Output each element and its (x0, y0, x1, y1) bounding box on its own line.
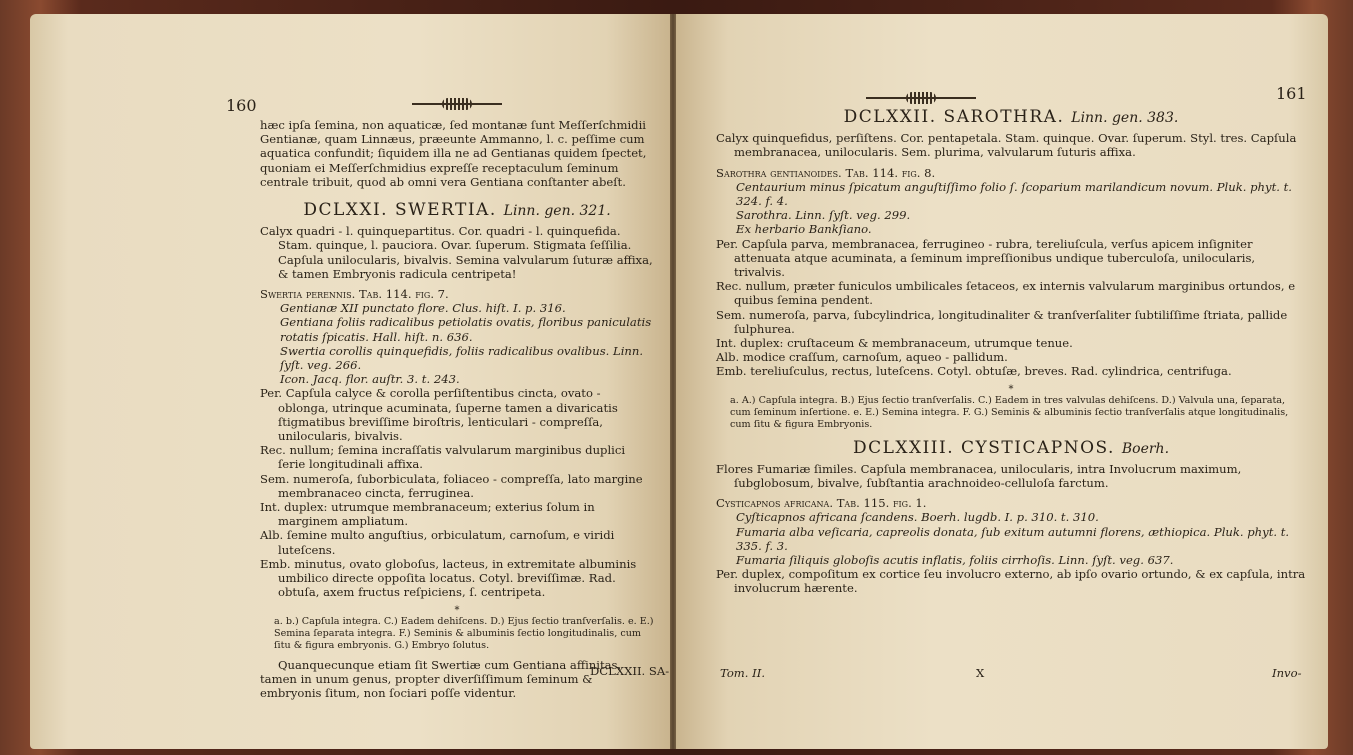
integument-description: Int. duplex: utrumque membranaceum; exterius ſolum in marginem ampliatum. (260, 500, 595, 529)
ornament-right (866, 92, 976, 104)
ornament-left (412, 98, 502, 110)
heading-title: DCLXXIII. CYSTICAPNOS. (852, 437, 1115, 458)
synonym: Sarothra. Linn. ſyſt. veg. 299. (736, 208, 911, 223)
synonym: Fumaria alba veſicaria, capreolis donata, ſub exitum autumni florens, æthiopica. Pluk. phyt. t. 335. f. 3. (736, 524, 1290, 553)
synonym: Cyſticapnos africana ſcandens. Boerh. lugdb. I. p. 310. t. 310. (736, 510, 1099, 525)
catchword: DCLXXII. SA- (590, 664, 670, 678)
species-name: Cysticapnos africana. (716, 496, 834, 511)
species-tab: Tab. 115. fig. 1. (836, 496, 927, 511)
seed-description: Sem. numeroſa, ſuborbiculata, foliaceo - compreſſa, lato margine membranaceo cincta, ferruginea. (260, 471, 643, 500)
albumen-description: Alb. modice craſſum, carnoſum, aqueo - pallidum. (716, 350, 1008, 365)
pericarp-description: Per. Capſula calyce & corolla perſiſtentibus cincta, ovato - oblonga, utrinque acuminata, ſuperne tamen a divaricatis ſtigmatibus breviſſime biroſtris, lenticulari - compreſſa, unilocularis, bivalvis. (260, 386, 618, 444)
heading-reference: Boerh. (1121, 440, 1170, 457)
synonym: Gentianæ XII punctato flore. Clus. hiſt. I. p. 316. (280, 301, 566, 316)
separator-asterisk: * (1008, 383, 1014, 395)
embryo-description: Emb. minutus, ovato globoſus, lacteus, in extremitate albuminis umbilico directe oppoſita locatus. Cotyl. breviſſimæ. Rad. obtuſa, axem fructus reſpiciens, ſ. centripeta. (260, 556, 637, 600)
right-text-block (716, 107, 1306, 596)
pericarp-description: Per. duplex, compoſitum ex cortice ſeu involucro externo, ab ipſo ovario ortundo, & ex capſula, intra involucrum hærente. (716, 567, 1306, 596)
closing-paragraph: Quanquecunque etiam ſit Swertiæ cum Gentiana affinitas, tamen in unum genus, propter diverſiſſimum ſeminum & embryonis ſitum, non ſociari poſſe videntur. (260, 657, 622, 700)
synonym: Swertia corollis quinquefidis, foliis radicalibus ovalibus. Linn. ſyſt. veg. 266. (280, 343, 644, 373)
figure-notes: a. A.) Capſula integra. B.) Ejus ſectio tranſverſalis. C.) Eadem in tres valvulas dehiſcens. D.) Valvula una, ſeparata, cum ſeminum inſertione. e. E.) Semina integra. F. G.) Seminis & albuminis ſectio tranſverſalis atque longitudinalis, cum ſitu & figura Embryonis. (730, 394, 1289, 430)
genus-heading-cysticapnos (716, 437, 1306, 458)
seed-description: Sem. numeroſa, parva, ſubcylindrica, longitudinaliter & tranſverſaliter ſubtiliſſime ſtriata, pallide ſulphurea. (716, 307, 1288, 336)
heading-reference: Linn. gen. 383. (1071, 110, 1179, 126)
embryo-description: Emb. tereliuſculus, rectus, luteſcens. Cotyl. obtuſæ, breves. Rad. cylindrica, centrifuga. (716, 364, 1232, 379)
species-line (716, 166, 1306, 180)
synonym: Centaurium minus ſpicatum anguſtiſſimo folio ſ. ſcoparium marilandicum novum. Pluk. phyt. t. 324. f. 4. (736, 179, 1292, 209)
synonym: Gentiana foliis radicalibus petiolatis ovatis, floribus paniculatis rotatis ſpicatis. Hall. hiſt. n. 636. (280, 315, 652, 344)
gathering-signature: X (976, 666, 985, 680)
genus-heading-swertia (260, 200, 654, 221)
catchword: Invo- (1272, 666, 1302, 680)
species-tab: Tab. 114. fig. 7. (358, 287, 449, 302)
integument-description: Int. duplex: cruſtaceum & membranaceum, utrumque tenue. (716, 336, 1073, 351)
page-number-left: 160 (226, 96, 257, 115)
genus-heading-sarothra (716, 107, 1306, 127)
synonym: Icon. Jacq. flor. auſtr. 3. t. 243. (280, 372, 460, 387)
separator-asterisk: * (454, 604, 460, 616)
receptacle-description: Rec. nullum; ſemina incraſſatis valvularum marginibus duplici ſerie longitudinali affixa. (260, 443, 626, 472)
page-number-right: 161 (1276, 84, 1307, 103)
species-line (716, 496, 1306, 510)
figure-notes: a. b.) Capſula integra. C.) Eadem dehiſcens. D.) Ejus ſectio tranſverſalis. e. E.) Semina ſeparata integra. F.) Seminis & albuminis ſectio longitudinalis, cum ſitu & figura embryonis. G.) Embryo ſolutus. (274, 615, 654, 651)
volume-signature: Tom. II. (720, 666, 766, 680)
heading-reference: Linn. gen. 321. (503, 203, 611, 220)
heading-title: DCLXXII. SAROTHRA. (843, 107, 1065, 127)
right-page (676, 14, 1328, 749)
left-page (30, 14, 670, 749)
synonym: Fumaria ſiliquis globoſis acutis inflatis, foliis cirrhoſis. Linn. ſyſt. veg. 637. (736, 553, 1174, 568)
genus-description: Calyx quadri - l. quinquepartitus. Cor. quadri - l. quinquefida. Stam. quinque, l. pauciora. Ovar. ſuperum. Stigmata ſeſſilia. Capſula unilocularis, bivalvis. Semina valvularum ſuturæ affixa, & tamen Embryonis radicula centripeta! (260, 224, 653, 281)
synonym: Ex herbario Bankſiano. (736, 222, 872, 237)
genus-description: Flores Fumariæ ſimiles. Capſula membranacea, unilocularis, intra Involucrum maximum, ſubglobosum, bivalve, ſubſtantia arachnoideo-celluloſa farctum. (716, 461, 1242, 491)
genus-description: Calyx quinquefidus, perſiſtens. Cor. pentapetala. Stam. quinque. Ovar. ſuperum. Styl. tres. Capſula membranacea, unilocularis. Sem. plurima, valvularum ſuturis affixa. (716, 131, 1297, 160)
species-name: Sarothra gentianoides. (716, 165, 842, 180)
species-tab: Tab. 114. fig. 8. (845, 165, 936, 180)
pericarp-description: Per. Capſula parva, membranacea, ferrugineo - rubra, tereliuſcula, verſus apicem inſigniter attenuata atque acuminata, a ſeminum impreſſionibus undique tuberculoſa, unilocularis, trivalvis. (716, 236, 1256, 280)
left-text-block (260, 118, 654, 700)
albumen-description: Alb. ſemine multo anguſtius, orbiculatum, carnoſum, e viridi luteſcens. (260, 528, 615, 557)
receptacle-description: Rec. nullum, præter funiculos umbilicales ſetaceos, ex internis valvularum marginibus ortundos, e quibus ſemina pendent. (716, 279, 1296, 308)
heading-title: DCLXXI. SWERTIA. (303, 200, 497, 221)
species-name: Swertia perennis. (260, 287, 356, 302)
species-line (260, 287, 654, 301)
intro-paragraph: hæc ipſa ſemina, non aquaticæ, ſed montanæ ſunt Meſſerſchmidii Gentianæ, quam Linnæus, præeunte Ammanno, l. c. peſſime cum aquatica confundit; ſiquidem illa ne ad Gentianas quidem ſpectet, quoniam ei Meſſerſchmidius expreſſe receptaculum ſeminum centrale tribuit, quod ab omni vera Gentiana conſtanter abeſt. (260, 118, 647, 189)
